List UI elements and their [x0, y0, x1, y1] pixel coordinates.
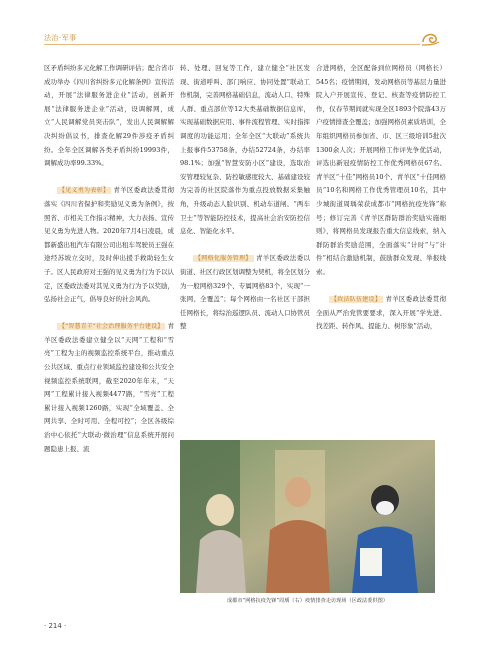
text-column-2 [180, 62, 310, 334]
paragraph-body: 青羊区委政法委贯彻落实《四川省保护和奖励见义勇为条例》，按照省、市相关工作指示精神，大力表扬、宣传见义勇为先进人物。2020年7月4日凌晨，成都新盛出租汽车有限公司出租车驾驶员王强在途经苏坡立交时，及时伸出援手救助轻生女子。区人民政府对王强的见义勇为行为予以认定，区委政法委对其见义勇为行为予以奖励，弘扬社会正气，倡导良好的社会风尚。 [44, 186, 174, 304]
paragraph-body: 青羊区委政法委贯彻全面从严治党管要要求，深入开展“学先进、找差距、转作风、提能力、树形象”活动， [316, 295, 446, 331]
text-column-1 [44, 62, 174, 456]
paragraph-body: 青羊区委政法委建立健全以“天网”工程和“雪亮”工程为主的视频监控系统平台，推动重点公共区域、重点行业领域监控建设和公共安全视频监控系统联网，截至2020年年末，“天网”工程累计接入视频4477路，“雪亮”工程累计接入视频1260路，实现“全域覆盖、全网共享、全时可用、全程可控”；全区各级综治中心依托“大联动·微治理”信息系统开展问题隐患上报、流 [44, 322, 174, 453]
paragraph: 合进网格，全区配备到位网格员（网格长）545名；疫情期间，发动网格员等基层力量进院入户开展宣传、登记、核查等疫情防控工作，仅春节期间就实现全区1893个院落43万户疫情排查全覆盖；加强网格员素质培训，全年组织网格员参加省、市、区三级培训5批次1300余人次；开展网格工作评先争优活动，评选出新冠疫情防控工作优秀网格员67名、青羊区“十佳”网格员10个、青羊区“十佳网格员”10名和网格工作优秀管理员10名，其中少城街道周瑀荣获成都市“网格抗疫先锋”称号；修订完善《青羊区群防群治奖励实施细则》，将网格员发现报告重大信息线索，纳入群防群治奖励范围，全面落实“计时”与“计件”相结合激励机制，鼓励群众发现、举报线索。 [316, 64, 446, 276]
paragraph-section [44, 320, 174, 456]
photo-caption: 成都市“网格抗疫先锋”周瑀（右）疫情排查走访现场（区政法委供图） [226, 598, 388, 604]
section-label: 法治·军事 [44, 34, 77, 42]
section-tag: 【“智慧青羊”社会治理服务平台建设】 [59, 323, 164, 331]
paragraph-body: 青羊区委政法委以街道、社区行政区划调整为契机，将全区划分为一般网格329个、专属网格83个，实现“一张网、全覆盖”；每个网格由一名社区干部担任网格长，将综治巡逻队员、流动人口协管员整 [180, 254, 310, 331]
section-tag: 【政法队伍建设】 [331, 296, 382, 304]
section-tag: 【网格化服务管理】 [195, 255, 252, 263]
section-tag: 【见义勇为表彰】 [59, 187, 110, 195]
paragraph: 转、处理、回复等工作，建立健全“社区发现、街道呼叫、部门响应、协同处置”联动工作机制，完善网格基础信息，流动人口、特殊人群、重点部位等12大类基础数据信息库，实现基础数据应用、事件流程管理、实时指挥调度的功能运用；全年全区“大联动”系统共上报事件53758条，办结52724条，办结率98.1%；加强“智慧安防小区”建设，选取治安管理较复杂、防控敏感度较大、基础建设较为完善的社区院落作为重点投放数据采集触角，升级动态人脸识别、机动车道闸、“两车卫士”等智能防控技术，提高社会治安防控信息化、智能化水平。 [180, 64, 310, 236]
paragraph-section [180, 252, 310, 334]
text-column-3 [316, 62, 446, 334]
paragraph-section [44, 184, 174, 306]
paragraph: 区矛盾纠纷多元化解工作调研评估；配合省市成功举办《四川省纠纷多元化解条例》宣传活动，开展“法律服务进企业”活动，创新开展“法律服务进企业”活动，设调解网，成立“人民调解党员突击队”，发出人民调解解决纠纷倡议书，排查化解29件涉疫矛盾纠纷。全年全区调解各类矛盾纠纷19993件，调解成功率99.33%。 [44, 64, 174, 168]
paragraph-section [316, 293, 446, 334]
page-number: · 214 · [44, 622, 67, 630]
page-header [0, 30, 480, 50]
header-rule [44, 44, 420, 45]
photo-illustration [180, 440, 435, 593]
swirl-ornament-icon [420, 30, 440, 48]
photo [180, 440, 435, 593]
